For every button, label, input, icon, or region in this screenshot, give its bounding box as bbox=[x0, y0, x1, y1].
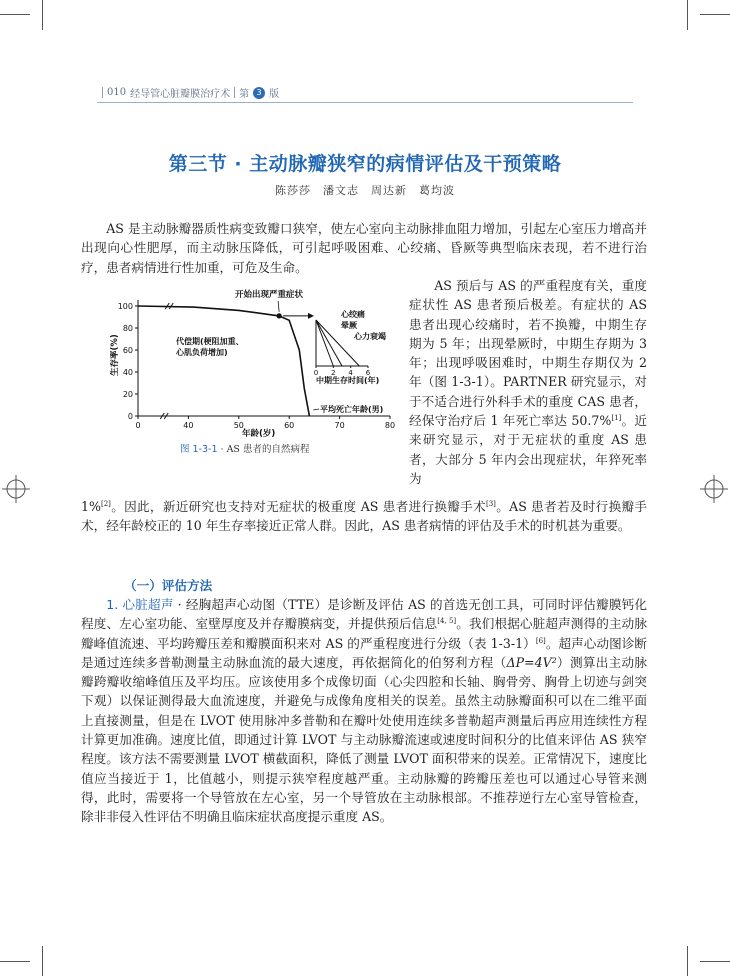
inset-x-tick-label: 6 bbox=[365, 369, 371, 377]
echo-text-a: · 经胸超声心动图（TTE）是诊断及评估 AS 的首选无创工具，可同时评估瓣膜钙化程度、左心室功能、室壁厚度及并存瓣膜病变，并提供预后信息 bbox=[81, 597, 647, 632]
chart-xlabel: 年龄(岁) bbox=[242, 429, 276, 438]
crop-mark-tl-v bbox=[42, 0, 43, 30]
x-tick-label: 80 bbox=[384, 421, 396, 430]
inset-series-line bbox=[316, 320, 333, 366]
registration-mark-right bbox=[700, 475, 728, 503]
continued-text-a: 1% bbox=[81, 499, 101, 514]
prognosis-paragraph bbox=[409, 276, 647, 488]
inset-x-tick-label: 2 bbox=[331, 369, 336, 377]
annotation-avg-death-age: 平均死亡年龄(男) bbox=[320, 405, 384, 414]
survival-curve-line bbox=[138, 306, 309, 416]
header-divider bbox=[234, 87, 235, 98]
citation: [3] bbox=[485, 499, 496, 508]
crop-mark-br-h bbox=[700, 961, 730, 962]
x-tick-label: 40 bbox=[183, 421, 194, 430]
prognosis-text-b: 。近来研究显示，对于无症状的重度 AS 患者，大部分 5 年内会出现症状，年猝死率为 bbox=[409, 413, 648, 486]
figure-caption bbox=[180, 441, 309, 455]
continued-paragraph bbox=[81, 497, 647, 536]
subsection-heading: （一）评估方法 bbox=[124, 578, 213, 593]
y-tick-label: 60 bbox=[122, 346, 133, 355]
chart-series bbox=[138, 301, 319, 416]
edition-prefix: 第 bbox=[239, 89, 250, 100]
crop-mark-tl-h bbox=[0, 14, 30, 15]
y-tick-label: 0 bbox=[127, 412, 133, 421]
continued-text-b: 。因此，新近研究也支持对无症状的极重度 AS 患者进行换瓣手术 bbox=[110, 499, 486, 514]
inset-x-tick-label: 4 bbox=[348, 369, 353, 377]
onset-point bbox=[277, 313, 282, 318]
y-tick-label: 100 bbox=[117, 302, 133, 311]
x-axis bbox=[135, 413, 395, 430]
chart-ylabel: 生存率(%) bbox=[110, 334, 120, 376]
annotation-latent-period: 代偿期(梗阻加重、 bbox=[176, 337, 244, 346]
edition-suffix: 版 bbox=[269, 89, 280, 100]
section-title: 第三节 · 主动脉瓣狭窄的病情评估及干预策略 bbox=[168, 153, 562, 175]
annotation-angina: 心绞痛 bbox=[341, 310, 365, 319]
inset-x-tick-label: 0 bbox=[313, 369, 319, 377]
crop-mark-br-v bbox=[687, 946, 688, 976]
citation: [2] bbox=[100, 499, 111, 508]
intro-paragraph: AS 是主动脉瓣器质性病变致瓣口狭窄，使左心室向主动脉排血阻力增加，引起左心室压力增高并出现向心性肥厚，而主动脉压降低，可引起呼吸困难、心绞痛、昏厥等典型临床表现，若不进行治疗，患者病情进行性加重，可危及生命。 bbox=[81, 221, 647, 275]
annotation-onset: 开始出现严重症状 bbox=[235, 290, 304, 300]
inset-arrowhead bbox=[308, 313, 314, 319]
y-axis bbox=[118, 300, 138, 421]
y-tick-label: 80 bbox=[122, 324, 133, 333]
header-divider bbox=[102, 87, 103, 98]
echo-text-c: 。超声心动图诊断是通过连续多普勒测量主动脉血流的最大速度，再依据简化的伯努利方程（ bbox=[81, 635, 648, 670]
crop-mark-tr-v bbox=[687, 0, 688, 30]
echo-text-b: 。我们根据心脏超声测得的主动脉瓣峰值流速、平均跨瓣压差和瓣膜面积来对 AS 的严重程度进行分级（表 1-3-1） bbox=[81, 616, 648, 651]
inset-xlabel: 中期生存时间(年) bbox=[316, 376, 380, 385]
echo-heading: 1. 心脏超声 bbox=[106, 597, 174, 612]
crop-mark-bl-v bbox=[42, 946, 43, 976]
registration-mark-left bbox=[2, 475, 30, 503]
figure-caption-label: 图 1-3-1 bbox=[180, 444, 218, 455]
prognosis-text-a: AS 预后与 AS 的严重程度有关，重度症状性 AS 患者预后极差。有症状的 AS 患者出现心绞痛时，若不换瓣，中期生存期为 5 年；出现晕厥时，中期生存期为 3 年；出现呼吸困难时，中期生存期仅为 2 年（图 1-3-1）。PARTNER 研究显示，对于不适合进行外科手术的重度 CAS 患者，经保守治疗后 1 年死亡率达 50.7% bbox=[409, 278, 647, 429]
death-age-pointer bbox=[313, 409, 319, 410]
annotation-heart-failure: 心力衰竭 bbox=[354, 332, 386, 341]
running-header bbox=[102, 85, 279, 100]
x-tick-label: 70 bbox=[334, 421, 345, 430]
annotation-latent-period-2: 心肌负荷增加) bbox=[176, 348, 228, 357]
natural-history-chart bbox=[110, 288, 410, 438]
x-tick-label: 60 bbox=[284, 421, 295, 430]
continued-text-c: 。AS 患者若及时行换瓣手术，经年龄校正的 10 年生存率接近正常人群。因此，AS 患者病情的评估及手术的时机甚为重要。 bbox=[81, 499, 647, 534]
citation: [1] bbox=[611, 413, 622, 422]
citation: [6] bbox=[535, 636, 546, 645]
x-tick-label: 0 bbox=[135, 421, 141, 430]
crop-mark-bl-h bbox=[0, 961, 30, 962]
y-tick-label: 20 bbox=[122, 390, 133, 399]
annotation-syncope: 晕厥 bbox=[341, 321, 357, 330]
edition-number-badge: 3 bbox=[253, 87, 265, 99]
y-tick-label: 40 bbox=[122, 368, 133, 377]
page-number: 010 bbox=[107, 87, 127, 98]
echo-text-d: ）测算出主动脉瓣跨瓣收缩峰值压及平均压。应该使用多个成像切面（心尖四腔和长轴、胸骨旁、胸骨上切迹与剑突下观）以保证测得最大血流速度，并避免与成像角度相关的误差。虽然主动脉瓣面积可以在二维平面上直接测量，但是在 LVOT 使用脉冲多普勒和在瓣叶处使用连续多普勒超声测量后再应用连续性方程计算更加准确。速度比值，即通过计算 LVOT 与主动脉瓣流速或速度时间积分的比值来评估 AS 狭窄程度。该方法不需要测量 LVOT 横截面积，降低了测量 LVOT 面积带来的误差。正常情况下，速度比值应当接近于 1，比值越小，则提示狭窄程度越严重。主动脉瓣的跨瓣压差也可以通过心导管来测得，此时，需要将一个导管放在左心室，另一个导管放在主动脉根部。不推荐逆行左心室导管检查，除非非侵入性评估不明确且临床症状高度提示重度 AS。 bbox=[81, 654, 648, 825]
figure-caption-text: · AS 患者的自然病程 bbox=[217, 444, 310, 455]
section-authors: 陈莎莎 潘文志 周达新 葛均波 bbox=[275, 184, 455, 197]
header-rule bbox=[97, 102, 633, 103]
echo-paragraph bbox=[81, 595, 647, 827]
citation: [4, 5] bbox=[437, 617, 457, 626]
book-title: 经导管心脏瓣膜治疗术 bbox=[130, 89, 231, 100]
crop-mark-tr-h bbox=[700, 14, 730, 15]
bernoulli-formula: ΔP=4V² bbox=[506, 654, 557, 670]
onset-pointer bbox=[278, 301, 279, 312]
x-tick-label: 50 bbox=[233, 421, 244, 430]
